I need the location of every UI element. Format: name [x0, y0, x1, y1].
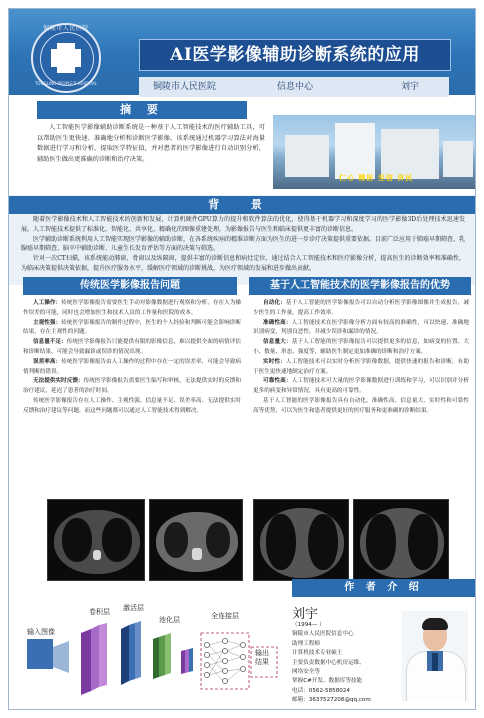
author-details [292, 621, 402, 706]
ct-scan-lung-window [47, 499, 145, 581]
left-item: 信息量不足：传统医学影像报告只能提供有限的影像信息，难以提供全面的病情评估和诊断结果，可能会导致漏诊或误诊的情况出现。 [23, 339, 241, 355]
fc-nodes [204, 638, 245, 683]
activation-layer-blocks [121, 621, 141, 685]
pooling-layer-label: 池化层 [159, 616, 180, 624]
right-item: 自动化：基于人工智能的医学影像报告可以自动分析医学影像图像并生成报告，减少医生的工作量，提高工作效率。 [253, 300, 469, 316]
conv-layer-blocks [81, 623, 107, 695]
right-column-heading: 基于人工智能技术的医学影像报告的优势 [249, 277, 471, 295]
ct-scan-mediastinal-window [149, 499, 243, 581]
right-item: 信息量大：基于人工智能的医学影像报告可以提供更多的信息，如病变的位置、大小、数量、形态、强度等，辅助医生制定更加准确的诊断和治疗方案。 [253, 339, 469, 355]
abstract-heading: 摘 要 [37, 101, 247, 119]
author-line: 邮箱：3637527208@qq.com [292, 697, 371, 704]
left-column-heading: 传统医学影像报告问题 [23, 277, 237, 295]
left-item: 人工操作：传统医学影像报告需要医生手动对影像数据进行观察和分析，存在人为操作误差的可能，同时也会增加医生和技术人员的工作量和医院的成本。 [23, 300, 241, 316]
input-image-label: 输入图像 [27, 628, 55, 636]
left-item: 主观性强：传统医学影像报告的制作过程中，医生的个人经验和判断可能会影响诊断结果，存在主观性的问题。 [23, 319, 241, 336]
author-line: 电话：0562-5858024 [292, 687, 350, 694]
pool-small-blocks [181, 648, 193, 674]
right-item: 准确性高：人工智能技术在医学影像分析方面有较高的准确性，可以快速、准确地识别病变，判别良恶性，并减少误诊和漏诊的情况。 [253, 319, 469, 336]
author-line: （1994— ） [292, 622, 325, 628]
logo-subtext: TONGLING PEOPLE'S HOSPITAL [34, 81, 97, 86]
hospital-photo [273, 115, 475, 189]
left-item: 无法提供实时反馈：传统医学影像报告需要医生编写和审核，无法提供实时的反馈和治疗建议，延迟了患者的治疗时间。 [23, 378, 241, 395]
cnn-diagram-graphic [25, 595, 283, 699]
department-name: 信息中心 [277, 82, 314, 92]
hospital-name: 铜陵市人民医院 [153, 82, 217, 92]
author-line: 网络安全等 [292, 669, 320, 676]
logo-text: 铜陵市人民医院 [43, 25, 89, 32]
background-paragraph: 针对一次CT扫描，该系统能动肺窗、骨窗以及纵隔窗，提供丰富的诊断信息和病灶定位，通过结合人工智能技术和医疗影像分析，提高医生的诊断效率和准确性，为临床决策提供决策依据，提升医疗服务水平，缓解医疗领域的诊断挑战，为医疗领域的发展和进步做出贡献。 [21, 255, 465, 272]
hospital-motto: 仁心 精医 至信 济民 [339, 174, 414, 182]
ct-scan-coronal-left [253, 499, 349, 581]
background-heading: 背 景 [9, 196, 475, 214]
author-byline: 刘宇 [401, 82, 420, 92]
right-item: 实时性：人工智能技术可以实时分析医学影像数据，提供快速的报告和诊断，有助于医生更快速地制定治疗方案。 [253, 358, 469, 375]
author-line: 掌握C#开发、数据库等技能 [292, 678, 363, 685]
author-line: 铜陵市人民医院信息中心 [292, 631, 354, 638]
abstract-text: 人工智能医学影像辅助诊断系统是一种基于人工智能技术的医疗辅助工具，可以帮助医生更快速、准确地分析和诊断医学影像。该系统通过机器学习算法对海量数据进行学习和分析，提取医学特征值，并对患者的医学影像进行自动识别分析，辅助医生做出更准确的诊断和治疗决策。 [37, 124, 265, 163]
author-line: 计算机技术专业硕士 [292, 650, 343, 657]
activation-layer-label: 激活层 [123, 604, 144, 612]
fc-layer-label: 全连接层 [211, 612, 239, 620]
poster-title: AI医学影像辅助诊断系统的应用 [139, 39, 451, 71]
poster [8, 8, 476, 710]
right-column-text [253, 299, 469, 417]
left-item: 传统医学影像报告存在人工操作、主观性强、信息量不足、误差率高、无法提供实时反馈和治疗建议等问题，而这些问题都可以通过人工智能技术得到解决。 [23, 397, 241, 414]
pooling-layer-blocks [153, 633, 171, 679]
background-paragraph: 医学辅助诊断系统利用人工智能实现医学影像的辅助诊断，在各系统疾病的精准诊断方面为医生的进一步诊疗决策提供重要依据。目前广泛应用于肺癌早期筛查、乳腺癌早期筛查、脑卒中辅助诊断、儿童生长发育评估等方面的决策与筛选。 [21, 235, 466, 253]
cnn-diagram [25, 595, 283, 699]
output-label: 输出结果 [255, 649, 269, 666]
author-name: 刘宇 [292, 607, 319, 622]
background-paragraph: 随着医学影像技术和人工智能技术的创新和发展，计算机硬件GPU算力的提升和软件算法的优化，使得基于机器学习和深度学习的医学影像3D后处理技术迅速发展。人工智能技术提供了标准化、智能化、共享化、精确化的图像重建处理，为影像报告与医生和临床提供更丰富的诊断信息。 [21, 216, 465, 233]
author-photo [402, 611, 468, 701]
conv-layer-label: 卷积层 [89, 608, 110, 616]
left-column-text [23, 299, 241, 417]
byline-bar [139, 77, 449, 97]
author-heading: 作 者 介 绍 [292, 579, 475, 597]
author-line: 助理工程师 [292, 640, 320, 647]
ct-scan-coronal-right [353, 499, 449, 581]
hospital-logo [31, 23, 101, 93]
right-item: 可靠性高：人工智能技术可大量的医学影像数据进行训练和学习，可以识别并分析更多的病变和异常情况，具有更高的可靠性。 [253, 378, 469, 395]
author-line: 主要负责数据中心机房运维、 [292, 659, 365, 666]
background-text [21, 215, 465, 274]
right-item: 基于人工智能的医学影像报告具有自动化、准确性高、信息量大、实时性和可靠性高等优势，可以为医生和患者提供更好的医疗服务和更准确的诊断结果。 [253, 397, 469, 414]
left-item: 误差率高：传统医学影像报告由人工操作的过程中存在一定的误差率，可能会导致病情判断的错误。 [23, 358, 241, 375]
